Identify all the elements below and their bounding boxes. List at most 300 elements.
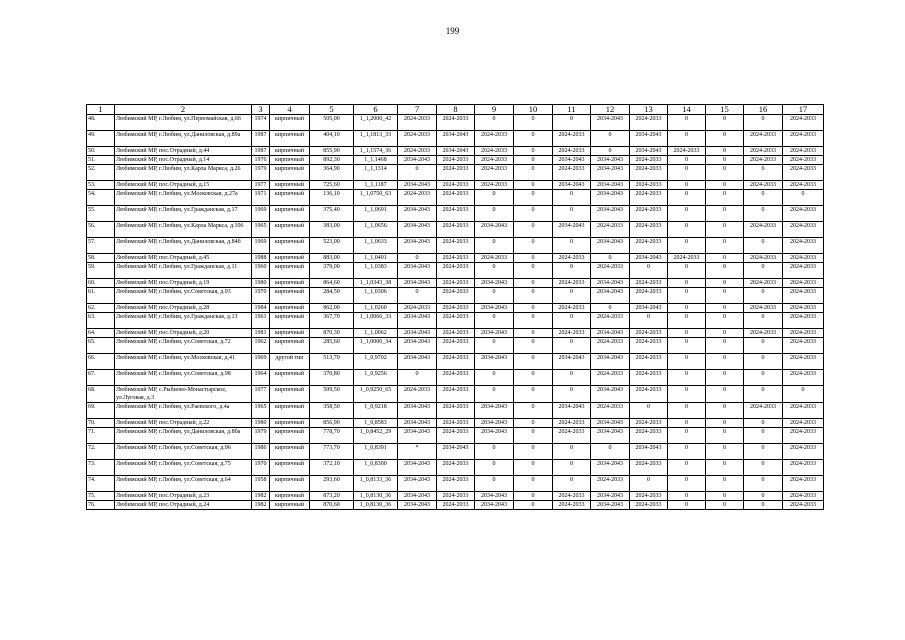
table-cell: 0: [475, 238, 514, 254]
table-cell: 1961: [252, 313, 270, 329]
table-cell: 358,50: [310, 403, 354, 419]
table-cell: 2024-2033: [553, 279, 591, 288]
table-cell: 0: [475, 288, 514, 304]
table-cell: 1970: [252, 288, 270, 304]
table-cell: 1969: [252, 206, 270, 222]
table-cell: 0: [475, 476, 514, 492]
table-cell: 2024-2033: [744, 156, 783, 165]
column-header: 7: [398, 105, 437, 115]
table-cell: 0: [706, 419, 744, 428]
table-cell: 284,50: [310, 288, 354, 304]
table-cell: 2024-2033: [630, 156, 668, 165]
table-cell: 2024-2033: [398, 147, 437, 156]
table-cell: 2034-2043: [591, 428, 630, 444]
table-row: [87, 156, 824, 165]
table-cell: 0: [514, 190, 553, 206]
table-row: [87, 403, 824, 419]
table-cell: 2024-2033: [630, 419, 668, 428]
table-cell: 0: [475, 338, 514, 354]
table-cell: 0: [668, 304, 706, 313]
table-cell: 0: [591, 304, 630, 313]
table-cell: 2024-2033: [591, 476, 630, 492]
table-row: [87, 304, 824, 313]
table-cell: 0: [514, 156, 553, 165]
table-cell: 54.: [87, 190, 115, 206]
table-cell: 1987: [252, 147, 270, 156]
table-cell: кирпичный: [270, 386, 310, 403]
table-cell: 862,00: [310, 304, 354, 313]
table-cell: 2024-2033: [475, 131, 514, 147]
table-cell: 0: [668, 460, 706, 476]
table-cell: 136,10: [310, 190, 354, 206]
table-cell: 2034-2043: [437, 147, 475, 156]
table-cell: Любимский МР, пос.Отрадный, д.28: [115, 304, 252, 313]
table-cell: 2034-2043: [475, 329, 514, 338]
table-cell: 2024-2033: [783, 460, 824, 476]
table-cell: 1981: [252, 329, 270, 338]
table-cell: 0: [668, 263, 706, 279]
column-header: 1: [87, 105, 115, 115]
table-cell: 2024-2033: [437, 403, 475, 419]
table-cell: 0: [553, 444, 591, 460]
table-cell: 57.: [87, 238, 115, 254]
table-cell: 2024-2033: [553, 254, 591, 263]
table-cell: 2034-2043: [398, 354, 437, 370]
table-cell: 2024-2033: [783, 354, 824, 370]
table-cell: 0: [668, 115, 706, 131]
table-cell: 0: [668, 428, 706, 444]
table-cell: 2024-2033: [553, 147, 591, 156]
table-cell: 0: [514, 165, 553, 181]
table-cell: 778,70: [310, 428, 354, 444]
table-row: [87, 279, 824, 288]
table-cell: 0: [553, 190, 591, 206]
table-cell: 0: [514, 181, 553, 190]
table-cell: 2024-2033: [437, 206, 475, 222]
table-cell: 0: [744, 354, 783, 370]
table-cell: 1_0,8391: [354, 444, 398, 460]
table-cell: 1_1,0401: [354, 254, 398, 263]
table-row: [87, 444, 824, 460]
table-cell: 2034-2043: [553, 403, 591, 419]
table-body: [87, 115, 824, 510]
table-cell: 0: [744, 370, 783, 386]
table-cell: 0: [744, 288, 783, 304]
table-cell: 2034-2043: [591, 501, 630, 510]
table-cell: 0: [668, 370, 706, 386]
table-cell: 2024-2033: [437, 263, 475, 279]
table-cell: 1988: [252, 254, 270, 263]
table-cell: 2024-2033: [630, 501, 668, 510]
table-cell: 2034-2043: [475, 492, 514, 501]
table-cell: 2034-2043: [591, 190, 630, 206]
table-row: [87, 131, 824, 147]
table-cell: кирпичный: [270, 338, 310, 354]
table-cell: 2034-2043: [591, 206, 630, 222]
table-cell: 2034-2043: [630, 131, 668, 147]
table-cell: 0: [668, 165, 706, 181]
table-cell: 0: [706, 403, 744, 419]
table-cell: 883,00: [310, 254, 354, 263]
table-row: [87, 370, 824, 386]
table-cell: 1_1,0343_38: [354, 279, 398, 288]
table-cell: 2024-2033: [630, 329, 668, 338]
table-cell: 0: [514, 263, 553, 279]
table-cell: 2024-2033: [783, 501, 824, 510]
table-cell: 1969: [252, 238, 270, 254]
table-cell: 0: [668, 501, 706, 510]
table-cell: 2034-2043: [398, 338, 437, 354]
table-cell: 0: [553, 386, 591, 403]
table-cell: 2034-2043: [553, 354, 591, 370]
table-cell: 2034-2043: [591, 419, 630, 428]
table-cell: 0: [514, 222, 553, 238]
table-cell: 2024-2033: [783, 419, 824, 428]
table-cell: 0: [668, 419, 706, 428]
table-cell: 0: [744, 206, 783, 222]
table-cell: 50.: [87, 147, 115, 156]
table-cell: 2034-2043: [475, 428, 514, 444]
table-cell: 0: [668, 206, 706, 222]
table-cell: 725,60: [310, 181, 354, 190]
table-cell: Любимский МР, г.Любим, ул.Гражданская, д.13: [115, 313, 252, 329]
table-cell: Любимский МР, пос.Отрадный, д.24: [115, 501, 252, 510]
table-cell: 2024-2033: [630, 492, 668, 501]
table-cell: 0: [744, 115, 783, 131]
table-cell: Любимский МР, г.Любим, ул.Советская, д.64: [115, 476, 252, 492]
table-cell: 2034-2043: [475, 279, 514, 288]
table-cell: 2024-2033: [630, 115, 668, 131]
table-cell: 0: [475, 313, 514, 329]
table-cell: 1_1,1813_33: [354, 131, 398, 147]
table-cell: 2024-2033: [668, 254, 706, 263]
table-cell: 0: [398, 254, 437, 263]
table-cell: кирпичный: [270, 206, 310, 222]
table-cell: Любимский МР, пос.Отрадный, д.44: [115, 147, 252, 156]
table-cell: 53.: [87, 181, 115, 190]
table-cell: 0: [668, 181, 706, 190]
table-cell: 0: [553, 476, 591, 492]
table-cell: 1962: [252, 338, 270, 354]
table-cell: Любимский МР, г.Любим, ул.Советская, д.75: [115, 460, 252, 476]
table-cell: Любимский МР, г.Любим, ул.Гражданская, д.17: [115, 206, 252, 222]
table-cell: 2034-2043: [475, 354, 514, 370]
table-cell: 2024-2033: [783, 279, 824, 288]
table-cell: 0: [514, 313, 553, 329]
table-cell: 0: [706, 338, 744, 354]
table-cell: Любимский МР, г.Любим, ул.Гражданская, д.11: [115, 263, 252, 279]
table-cell: 0: [783, 190, 824, 206]
table-cell: кирпичный: [270, 444, 310, 460]
table-cell: 0: [514, 492, 553, 501]
table-cell: 1958: [252, 476, 270, 492]
table-cell: 2024-2033: [630, 338, 668, 354]
table-cell: 2024-2033: [744, 254, 783, 263]
table-cell: 1982: [252, 501, 270, 510]
table-cell: 2024-2033: [783, 131, 824, 147]
table-cell: 2034-2043: [553, 222, 591, 238]
column-header: 10: [514, 105, 553, 115]
table-cell: 2034-2043: [591, 279, 630, 288]
table-cell: 2024-2033: [783, 206, 824, 222]
table-cell: 0: [706, 279, 744, 288]
table-cell: 1_1,1187: [354, 181, 398, 190]
table-cell: 2034-2043: [630, 147, 668, 156]
table-cell: 2024-2033: [783, 156, 824, 165]
table-cell: 2024-2033: [553, 165, 591, 181]
table-cell: 0: [706, 386, 744, 403]
table-cell: 2024-2033: [437, 492, 475, 501]
table-cell: 0: [706, 354, 744, 370]
column-header: 3: [252, 105, 270, 115]
table-row: [87, 476, 824, 492]
table-cell: 0: [514, 206, 553, 222]
table-cell: Любимский МР, г.Любим, ул.Московская, д.41: [115, 354, 252, 370]
table-cell: Любимский МР, пос.Отрадный, д.14: [115, 156, 252, 165]
table-cell: 2034-2043: [398, 492, 437, 501]
table-cell: 2024-2033: [783, 254, 824, 263]
table-cell: 2034-2043: [630, 254, 668, 263]
table-cell: 2034-2043: [591, 115, 630, 131]
table-row: [87, 338, 824, 354]
table-cell: 0: [706, 254, 744, 263]
column-header: 15: [706, 105, 744, 115]
table-cell: 2034-2043: [475, 222, 514, 238]
table-cell: 1_0,8583: [354, 419, 398, 428]
table-cell: 76.: [87, 501, 115, 510]
table-cell: 2024-2033: [437, 222, 475, 238]
table-cell: 0: [744, 501, 783, 510]
table-cell: 1_0,9256: [354, 370, 398, 386]
table-cell: 505,00: [310, 115, 354, 131]
table-cell: 0: [475, 190, 514, 206]
table-cell: 2024-2033: [783, 444, 824, 460]
table-cell: 2024-2033: [553, 329, 591, 338]
table-cell: 2024-2033: [437, 115, 475, 131]
table-cell: 0: [475, 444, 514, 460]
table-cell: 0: [553, 338, 591, 354]
table-cell: 1976: [252, 156, 270, 165]
table-cell: 0: [553, 115, 591, 131]
table-cell: 2034-2043: [591, 492, 630, 501]
table-cell: 1965: [252, 222, 270, 238]
table-cell: 0: [514, 329, 553, 338]
table-cell: 0: [630, 313, 668, 329]
table-cell: 293,60: [310, 476, 354, 492]
table-row: [87, 354, 824, 370]
table-cell: 2024-2033: [783, 492, 824, 501]
column-header: 17: [783, 105, 824, 115]
table-cell: 0: [591, 131, 630, 147]
table-cell: 0: [744, 190, 783, 206]
table-row: [87, 165, 824, 181]
page-number: 199: [445, 26, 460, 36]
table-cell: 509,50: [310, 386, 354, 403]
table-cell: кирпичный: [270, 222, 310, 238]
table-cell: 2024-2033: [591, 338, 630, 354]
table-cell: 0: [744, 419, 783, 428]
table-cell: 73.: [87, 460, 115, 476]
table-cell: 2024-2033: [437, 304, 475, 313]
table-cell: 60.: [87, 279, 115, 288]
table-cell: 2034-2043: [398, 279, 437, 288]
table-cell: 2024-2033: [553, 492, 591, 501]
table-cell: Любимский МР, г.Любим, ул.Советская, д.98: [115, 370, 252, 386]
table-cell: 1_1,1574_36: [354, 147, 398, 156]
table-cell: 0: [744, 165, 783, 181]
table-cell: 2024-2033: [553, 501, 591, 510]
table-cell: 0: [398, 370, 437, 386]
table-cell: 0: [475, 263, 514, 279]
table-cell: 2024-2033: [591, 403, 630, 419]
table-cell: кирпичный: [270, 238, 310, 254]
table-cell: 0: [706, 492, 744, 501]
table-cell: 2024-2033: [630, 428, 668, 444]
table-cell: кирпичный: [270, 476, 310, 492]
table-cell: 2024-2033: [744, 222, 783, 238]
column-header: 2: [115, 105, 252, 115]
table-cell: 2024-2033: [630, 222, 668, 238]
table-cell: 0: [514, 428, 553, 444]
table-cell: кирпичный: [270, 131, 310, 147]
table-row: [87, 238, 824, 254]
table-cell: 2024-2033: [398, 304, 437, 313]
table-cell: 1971: [252, 190, 270, 206]
table-cell: 0: [706, 370, 744, 386]
table-row: [87, 460, 824, 476]
table-cell: 383,00: [310, 222, 354, 238]
table-cell: 1965: [252, 403, 270, 419]
table-cell: 0: [706, 190, 744, 206]
table-cell: 0: [591, 254, 630, 263]
table-cell: 1_1,0656: [354, 222, 398, 238]
table-cell: 2024-2033: [744, 329, 783, 338]
table-cell: Любимский МР, г.Любим, ул.Даниловская, д.84б: [115, 238, 252, 254]
table-cell: 1_1,2000_42: [354, 115, 398, 131]
table-cell: кирпичный: [270, 370, 310, 386]
table-cell: 2024-2033: [437, 338, 475, 354]
table-cell: 364,90: [310, 165, 354, 181]
table-cell: кирпичный: [270, 165, 310, 181]
table-cell: 72.: [87, 444, 115, 460]
table-cell: 0: [706, 147, 744, 156]
table-cell: 0: [514, 476, 553, 492]
table-cell: 52.: [87, 165, 115, 181]
table-cell: 2024-2033: [475, 165, 514, 181]
table-cell: 71.: [87, 428, 115, 444]
table-cell: 1977: [252, 386, 270, 403]
table-cell: 379,00: [310, 263, 354, 279]
table-cell: 2024-2033: [437, 419, 475, 428]
table-cell: 0: [706, 428, 744, 444]
table-cell: 367,70: [310, 313, 354, 329]
table-cell: 2024-2033: [398, 115, 437, 131]
table-cell: 1960: [252, 263, 270, 279]
column-header: 14: [668, 105, 706, 115]
table-cell: 0: [706, 263, 744, 279]
table-cell: 2024-2033: [591, 313, 630, 329]
table-row: [87, 492, 824, 501]
table-cell: 63.: [87, 313, 115, 329]
table-cell: кирпичный: [270, 419, 310, 428]
table-cell: 2024-2033: [630, 460, 668, 476]
table-cell: 864,60: [310, 279, 354, 288]
table-cell: 2024-2033: [437, 386, 475, 403]
table-cell: 2024-2033: [437, 238, 475, 254]
table-cell: 2034-2043: [398, 419, 437, 428]
table-cell: 2024-2033: [744, 131, 783, 147]
table-cell: 0: [475, 115, 514, 131]
table-cell: 2024-2033: [783, 165, 824, 181]
table-cell: Любимский МР, г.Любим, ул.Советская, д.93: [115, 288, 252, 304]
table-cell: Любимский МР, пос.Отрадный, д.22: [115, 419, 252, 428]
table-cell: 0: [668, 131, 706, 147]
table-row: [87, 386, 824, 403]
table-cell: 1987: [252, 131, 270, 147]
column-header: 5: [310, 105, 354, 115]
table-cell: 2024-2033: [437, 279, 475, 288]
column-header: 16: [744, 105, 783, 115]
table-cell: 2024-2033: [437, 354, 475, 370]
table-cell: 2024-2033: [437, 428, 475, 444]
table-cell: Любимский МР, пос.Отрадный, д.19: [115, 279, 252, 288]
table-cell: кирпичный: [270, 428, 310, 444]
table-cell: 0: [706, 329, 744, 338]
table-cell: 1_0,9702: [354, 354, 398, 370]
table-cell: 2024-2033: [783, 222, 824, 238]
table-cell: 2024-2033: [744, 403, 783, 419]
table-cell: 0: [668, 444, 706, 460]
table-cell: 0: [668, 222, 706, 238]
table-cell: 2024-2033: [744, 279, 783, 288]
column-header: 8: [437, 105, 475, 115]
table-cell: кирпичный: [270, 313, 310, 329]
table-cell: 0: [553, 263, 591, 279]
table-cell: 2034-2043: [475, 419, 514, 428]
table-cell: 0: [591, 444, 630, 460]
table-cell: 1_0,8133_36: [354, 476, 398, 492]
table-cell: 2024-2033: [553, 304, 591, 313]
table-cell: 2034-2043: [591, 288, 630, 304]
table-cell: 2034-2043: [591, 460, 630, 476]
table-cell: 1_1,0260: [354, 304, 398, 313]
table-cell: 2034-2043: [591, 329, 630, 338]
table-cell: 2024-2033: [630, 386, 668, 403]
table-cell: 0: [706, 304, 744, 313]
table-cell: 0: [744, 476, 783, 492]
table-cell: 1977: [252, 181, 270, 190]
table-cell: кирпичный: [270, 190, 310, 206]
table-cell: 2024-2033: [783, 338, 824, 354]
table-row: [87, 115, 824, 131]
table-cell: *: [398, 444, 437, 460]
table-row: [87, 419, 824, 428]
table-cell: 48.: [87, 115, 115, 131]
table-cell: 49.: [87, 131, 115, 147]
table-cell: 1979: [252, 428, 270, 444]
table-cell: 2024-2033: [437, 501, 475, 510]
table-cell: 0: [706, 156, 744, 165]
table-cell: 1_1,0000_34: [354, 338, 398, 354]
table-cell: 0: [398, 165, 437, 181]
table-cell: Любимский МР, пос.Отрадный, д.23: [115, 492, 252, 501]
table-cell: 2024-2033: [783, 147, 824, 156]
table-cell: 0: [553, 313, 591, 329]
table-row: [87, 206, 824, 222]
table-row: [87, 329, 824, 338]
table-cell: 2024-2033: [437, 190, 475, 206]
table-cell: кирпичный: [270, 156, 310, 165]
